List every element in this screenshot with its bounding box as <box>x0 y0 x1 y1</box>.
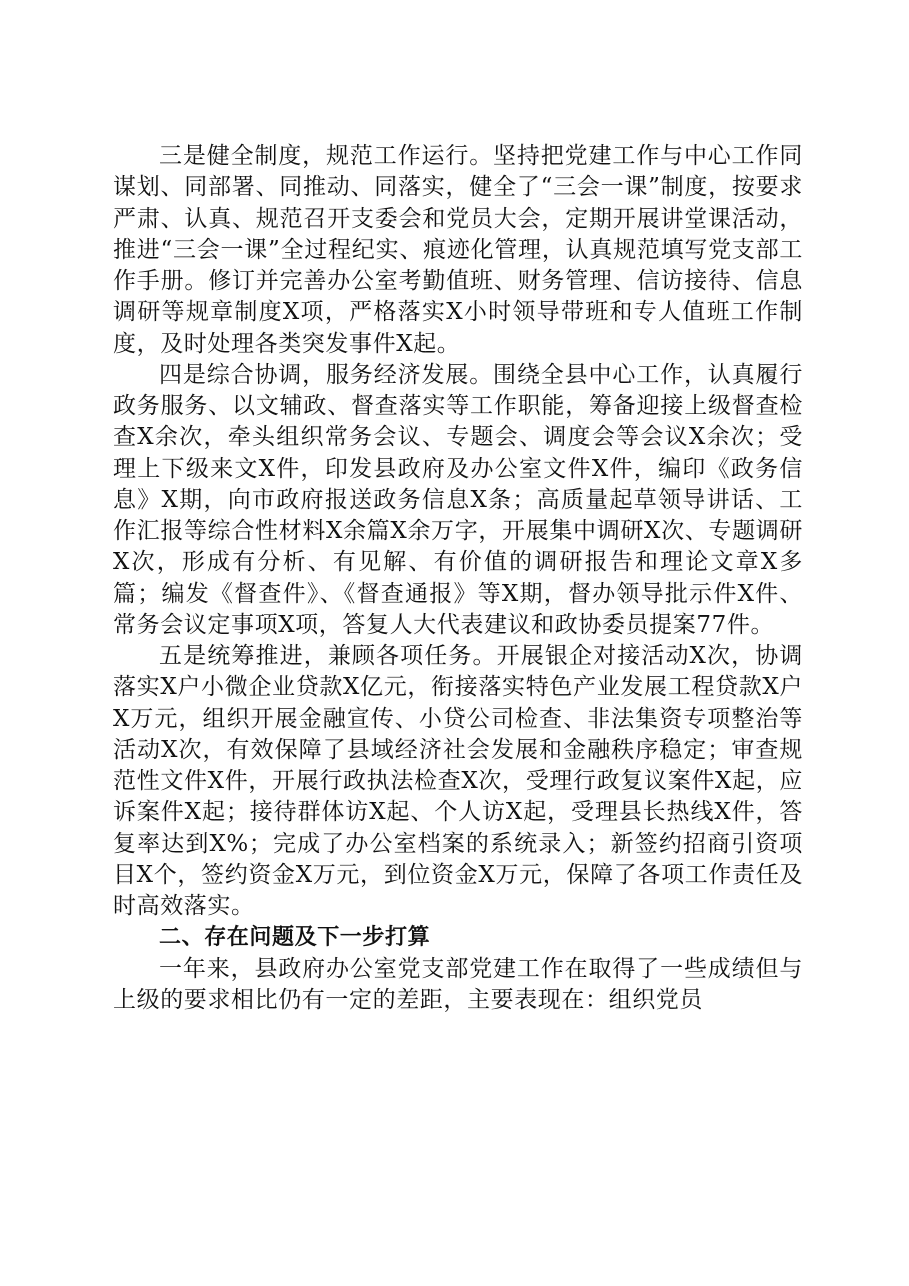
paragraph-coordination: 四是综合协调，服务经济发展。围绕全县中心工作，认真履行政务服务、以文辅政、督查落实等工作职能，筹备迎接上级督查检查X余次，牵头组织常务会议、专题会、调度会等会议X余次；受理上下级来文X件，印发县政府及办公室文件X件，编印《政务信息》X期，向市政府报送政务信息X条；高质量起草领导讲话、工作汇报等综合性材料X余篇X余万字，开展集中调研X次、专题调研X次，形成有分析、有见解、有价值的调研报告和理论文章X多篇；编发《督查件》、《督查通报》等X期，督办领导批示件X件、常务会议定事项X项，答复人大代表建议和政协委员提案77件。 <box>113 361 803 638</box>
paragraph-overall-tasks: 五是统筹推进，兼顾各项任务。开展银企对接活动X次，协调落实X户小微企业贷款X亿元，衔接落实特色产业发展工程贷款X户X万元，组织开展金融宣传、小贷公司检查、非法集资专项整治等活动X次，有效保障了县域经济社会发展和金融秩序稳定；审查规范性文件X件，开展行政执法检查X次，受理行政复议案件X起，应诉案件X起；接待群体访X起、个人访X起，受理县长热线X件，答复率达到X%；完成了办公室档案的系统录入；新签约招商引资项目X个，签约资金X万元，到位资金X万元，保障了各项工作责任及时高效落实。 <box>113 643 803 919</box>
paragraph-problems-intro: 一年来，县政府办公室党支部党建工作在取得了一些成绩但与上级的要求相比仍有一定的差距，主要表现在：组织党员 <box>113 955 803 1013</box>
document-body <box>113 141 803 1016</box>
section-heading: 二、存在问题及下一步打算 <box>159 925 431 951</box>
paragraph-system-building: 三是健全制度，规范工作运行。坚持把党建工作与中心工作同谋划、同部署、同推动、同落实，健全了“三会一课”制度，按要求严肃、认真、规范召开支委会和党员大会，定期开展讲堂课活动，推进“三会一课”全过程纪实、痕迹化管理，认真规范填写党支部工作手册。修订并完善办公室考勤值班、财务管理、信访接待、信息调研等规章制度X项，严格落实X小时领导带班和专人值班工作制度，及时处理各类突发事件X起。 <box>113 143 803 357</box>
